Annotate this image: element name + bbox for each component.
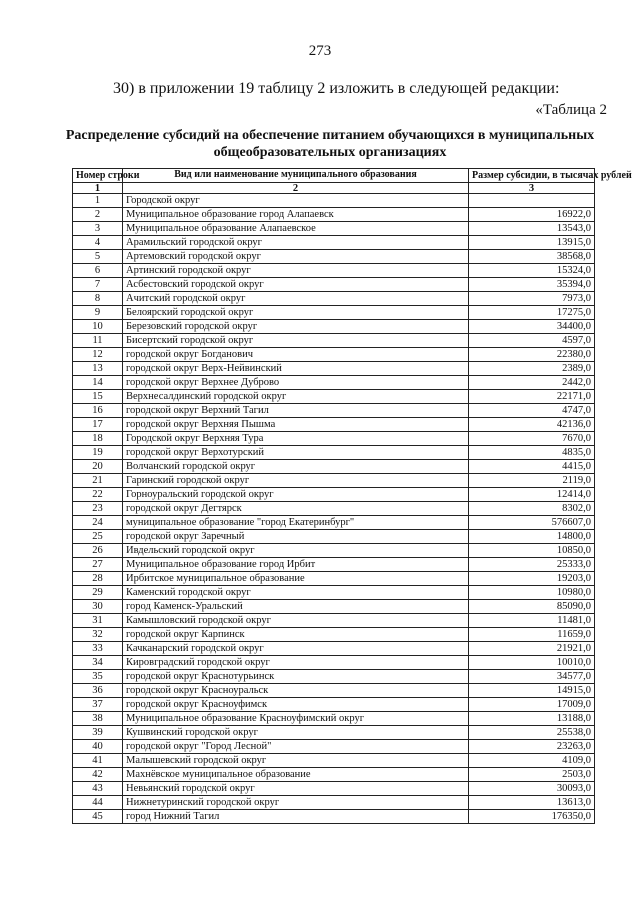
municipality-name-cell: Кировградский городской округ: [123, 656, 469, 670]
table-row: [73, 194, 595, 208]
row-number-cell: 21: [73, 474, 123, 488]
municipality-name-cell: Муниципальное образование город Алапаевск: [123, 208, 469, 222]
row-number-cell: 27: [73, 558, 123, 572]
table-row: [73, 740, 595, 754]
row-number-cell: 22: [73, 488, 123, 502]
municipality-name-cell: Махнёвское муниципальное образование: [123, 768, 469, 782]
municipality-name-cell: Артемовский городской округ: [123, 250, 469, 264]
table-row: [73, 656, 595, 670]
subsidy-amount-cell: 21921,0: [469, 642, 595, 656]
table-row: [73, 796, 595, 810]
subsidy-amount-cell: 576607,0: [469, 516, 595, 530]
municipality-name-cell: Белоярский городской округ: [123, 306, 469, 320]
table-row: [73, 362, 595, 376]
municipality-name-cell: городской округ Карпинск: [123, 628, 469, 642]
table-row: [73, 712, 595, 726]
row-number-cell: 5: [73, 250, 123, 264]
row-number-cell: 3: [73, 222, 123, 236]
municipality-name-cell: Муниципальное образование Красноуфимский округ: [123, 712, 469, 726]
row-number-cell: 43: [73, 782, 123, 796]
row-number-cell: 32: [73, 628, 123, 642]
table-row: [73, 460, 595, 474]
subsidy-amount-cell: 13915,0: [469, 236, 595, 250]
table-row: [73, 292, 595, 306]
table-row: [73, 208, 595, 222]
municipality-name-cell: Кушвинский городской округ: [123, 726, 469, 740]
table-row: [73, 586, 595, 600]
municipality-name-cell: городской округ Верхнее Дуброво: [123, 376, 469, 390]
table-row: [73, 236, 595, 250]
municipality-name-cell: Городской округ Верхняя Тура: [123, 432, 469, 446]
municipality-name-cell: муниципальное образование "город Екатеринбург": [123, 516, 469, 530]
subsidy-amount-cell: 11481,0: [469, 614, 595, 628]
municipality-name-cell: Ирбитское муниципальное образование: [123, 572, 469, 586]
subsidy-amount-cell: 13188,0: [469, 712, 595, 726]
municipality-name-cell: городской округ Верх-Нейвинский: [123, 362, 469, 376]
municipality-name-cell: городской округ Верхняя Пышма: [123, 418, 469, 432]
row-number-cell: 25: [73, 530, 123, 544]
table-row: [73, 544, 595, 558]
subsidy-amount-cell: 14915,0: [469, 684, 595, 698]
row-number-cell: 31: [73, 614, 123, 628]
subsidy-amount-cell: 4747,0: [469, 404, 595, 418]
row-number-cell: 37: [73, 698, 123, 712]
table-row: [73, 250, 595, 264]
subsidy-amount-cell: 17275,0: [469, 306, 595, 320]
table-row: [73, 306, 595, 320]
municipality-name-cell: Горноуральский городской округ: [123, 488, 469, 502]
municipality-name-cell: городской округ Верхотурский: [123, 446, 469, 460]
document-title: Распределение субсидий на обеспечение питанием обучающихся в муниципальных общеобразовательных организациях: [65, 128, 595, 160]
municipality-name-cell: Волчанский городской округ: [123, 460, 469, 474]
subsidy-amount-cell: 22380,0: [469, 348, 595, 362]
row-number-cell: 33: [73, 642, 123, 656]
table-body: [73, 194, 595, 824]
header-subsidy-amount: Размер субсидии, в тысячах рублей: [469, 169, 595, 183]
subsidy-amount-cell: 34577,0: [469, 670, 595, 684]
row-number-cell: 8: [73, 292, 123, 306]
table-row: [73, 390, 595, 404]
row-number-cell: 42: [73, 768, 123, 782]
municipality-name-cell: Артинский городской округ: [123, 264, 469, 278]
municipality-name-cell: Каменский городской округ: [123, 586, 469, 600]
subsidy-amount-cell: 7670,0: [469, 432, 595, 446]
header-municipality: Вид или наименование муниципального образования: [123, 169, 469, 183]
row-number-cell: 34: [73, 656, 123, 670]
subsidy-amount-cell: 8302,0: [469, 502, 595, 516]
subsidy-amount-cell: 25333,0: [469, 558, 595, 572]
row-number-cell: 10: [73, 320, 123, 334]
table-row: [73, 320, 595, 334]
row-number-cell: 17: [73, 418, 123, 432]
subsidy-amount-cell: 4109,0: [469, 754, 595, 768]
municipality-name-cell: городской округ "Город Лесной": [123, 740, 469, 754]
row-number-cell: 19: [73, 446, 123, 460]
municipality-name-cell: Малышевский городской округ: [123, 754, 469, 768]
subsidy-amount-cell: 30093,0: [469, 782, 595, 796]
row-number-cell: 11: [73, 334, 123, 348]
table-row: [73, 530, 595, 544]
table-row: [73, 726, 595, 740]
municipality-name-cell: Камышловский городской округ: [123, 614, 469, 628]
subsidy-amount-cell: 4835,0: [469, 446, 595, 460]
row-number-cell: 36: [73, 684, 123, 698]
table-row: [73, 376, 595, 390]
row-number-cell: 39: [73, 726, 123, 740]
table-row: [73, 418, 595, 432]
row-number-cell: 6: [73, 264, 123, 278]
table-row: [73, 558, 595, 572]
subsidy-amount-cell: 38568,0: [469, 250, 595, 264]
municipality-name-cell: Асбестовский городской округ: [123, 278, 469, 292]
table-row: [73, 698, 595, 712]
table-row: [73, 264, 595, 278]
table-header-row: [73, 169, 595, 183]
municipality-name-cell: городской округ Дегтярск: [123, 502, 469, 516]
header-row-number: Номер строки: [73, 169, 123, 183]
row-number-cell: 29: [73, 586, 123, 600]
municipality-name-cell: Муниципальное образование город Ирбит: [123, 558, 469, 572]
subsidy-amount-cell: 10980,0: [469, 586, 595, 600]
subsidy-amount-cell: 42136,0: [469, 418, 595, 432]
subsidy-amount-cell: 12414,0: [469, 488, 595, 502]
subsidy-table: [72, 168, 632, 824]
subsidy-amount-cell: 10850,0: [469, 544, 595, 558]
table-row: [73, 278, 595, 292]
row-number-cell: 26: [73, 544, 123, 558]
table-row: [73, 614, 595, 628]
table-row: [73, 684, 595, 698]
table-row: [73, 670, 595, 684]
table-row: [73, 642, 595, 656]
subsidy-amount-cell: 13613,0: [469, 796, 595, 810]
row-number-cell: 14: [73, 376, 123, 390]
intro-paragraph: 30) в приложении 19 таблицу 2 изложить в следующей редакции:: [113, 80, 560, 97]
municipality-name-cell: Верхнесалдинский городской округ: [123, 390, 469, 404]
row-number-cell: 40: [73, 740, 123, 754]
table-row: [73, 404, 595, 418]
subsidy-amount-cell: 14800,0: [469, 530, 595, 544]
municipality-name-cell: городской округ Красноуфимск: [123, 698, 469, 712]
subsidy-amount-cell: [469, 194, 595, 208]
row-number-cell: 16: [73, 404, 123, 418]
table-row: [73, 334, 595, 348]
table-row: [73, 488, 595, 502]
row-number-cell: 15: [73, 390, 123, 404]
subsidy-amount-cell: 15324,0: [469, 264, 595, 278]
municipality-name-cell: Качканарский городской округ: [123, 642, 469, 656]
row-number-cell: 28: [73, 572, 123, 586]
page-number: 273: [308, 43, 332, 59]
column-number: 2: [123, 183, 469, 194]
table-row: [73, 810, 595, 824]
table-row: [73, 572, 595, 586]
table-row: [73, 628, 595, 642]
table-tag: «Таблица 2: [535, 102, 607, 118]
municipality-name-cell: Ивдельский городской округ: [123, 544, 469, 558]
table-row: [73, 432, 595, 446]
row-number-cell: 2: [73, 208, 123, 222]
subsidy-amount-cell: 2389,0: [469, 362, 595, 376]
municipality-name-cell: город Нижний Тагил: [123, 810, 469, 824]
row-number-cell: 20: [73, 460, 123, 474]
row-number-cell: 35: [73, 670, 123, 684]
row-number-cell: 18: [73, 432, 123, 446]
column-number-row: [73, 183, 595, 194]
municipality-name-cell: город Каменск-Уральский: [123, 600, 469, 614]
municipality-name-cell: городской округ Краснотурьинск: [123, 670, 469, 684]
subsidy-amount-cell: 16922,0: [469, 208, 595, 222]
subsidy-amount-cell: 34400,0: [469, 320, 595, 334]
municipality-name-cell: Нижнетуринский городской округ: [123, 796, 469, 810]
row-number-cell: 44: [73, 796, 123, 810]
row-number-cell: 23: [73, 502, 123, 516]
row-number-cell: 24: [73, 516, 123, 530]
column-number: 3: [469, 183, 595, 194]
subsidy-amount-cell: 35394,0: [469, 278, 595, 292]
municipality-name-cell: Муниципальное образование Алапаевское: [123, 222, 469, 236]
row-number-cell: 9: [73, 306, 123, 320]
column-number: 1: [73, 183, 123, 194]
subsidy-amount-cell: 22171,0: [469, 390, 595, 404]
row-number-cell: 38: [73, 712, 123, 726]
subsidy-amount-cell: 11659,0: [469, 628, 595, 642]
subsidy-amount-cell: 23263,0: [469, 740, 595, 754]
municipality-name-cell: Арамильский городской округ: [123, 236, 469, 250]
subsidy-amount-cell: 4415,0: [469, 460, 595, 474]
table-row: [73, 768, 595, 782]
table-row: [73, 516, 595, 530]
row-number-cell: 30: [73, 600, 123, 614]
subsidy-amount-cell: 85090,0: [469, 600, 595, 614]
row-number-cell: 4: [73, 236, 123, 250]
municipality-name-cell: Ачитский городской округ: [123, 292, 469, 306]
municipality-name-cell: городской округ Заречный: [123, 530, 469, 544]
row-number-cell: 1: [73, 194, 123, 208]
subsidy-amount-cell: 19203,0: [469, 572, 595, 586]
municipality-name-cell: Невьянский городской округ: [123, 782, 469, 796]
subsidy-amount-cell: 2503,0: [469, 768, 595, 782]
subsidy-amount-cell: 2119,0: [469, 474, 595, 488]
municipality-name-cell: Городской округ: [123, 194, 469, 208]
table-row: [73, 348, 595, 362]
row-number-cell: 45: [73, 810, 123, 824]
municipality-name-cell: городской округ Богданович: [123, 348, 469, 362]
municipality-name-cell: Бисертский городской округ: [123, 334, 469, 348]
subsidy-amount-cell: 10010,0: [469, 656, 595, 670]
municipality-name-cell: Березовский городской округ: [123, 320, 469, 334]
row-number-cell: 13: [73, 362, 123, 376]
municipality-name-cell: городской округ Красноуральск: [123, 684, 469, 698]
table-row: [73, 222, 595, 236]
table-row: [73, 446, 595, 460]
row-number-cell: 12: [73, 348, 123, 362]
table-row: [73, 754, 595, 768]
table-row: [73, 782, 595, 796]
subsidy-amount-cell: 176350,0: [469, 810, 595, 824]
table-row: [73, 600, 595, 614]
row-number-cell: 41: [73, 754, 123, 768]
table-row: [73, 474, 595, 488]
subsidy-amount-cell: 2442,0: [469, 376, 595, 390]
row-number-cell: 7: [73, 278, 123, 292]
subsidy-amount-cell: 13543,0: [469, 222, 595, 236]
subsidy-amount-cell: 17009,0: [469, 698, 595, 712]
municipality-name-cell: городской округ Верхний Тагил: [123, 404, 469, 418]
subsidy-amount-cell: 7973,0: [469, 292, 595, 306]
table-row: [73, 502, 595, 516]
subsidy-amount-cell: 25538,0: [469, 726, 595, 740]
municipality-name-cell: Гаринский городской округ: [123, 474, 469, 488]
subsidy-amount-cell: 4597,0: [469, 334, 595, 348]
